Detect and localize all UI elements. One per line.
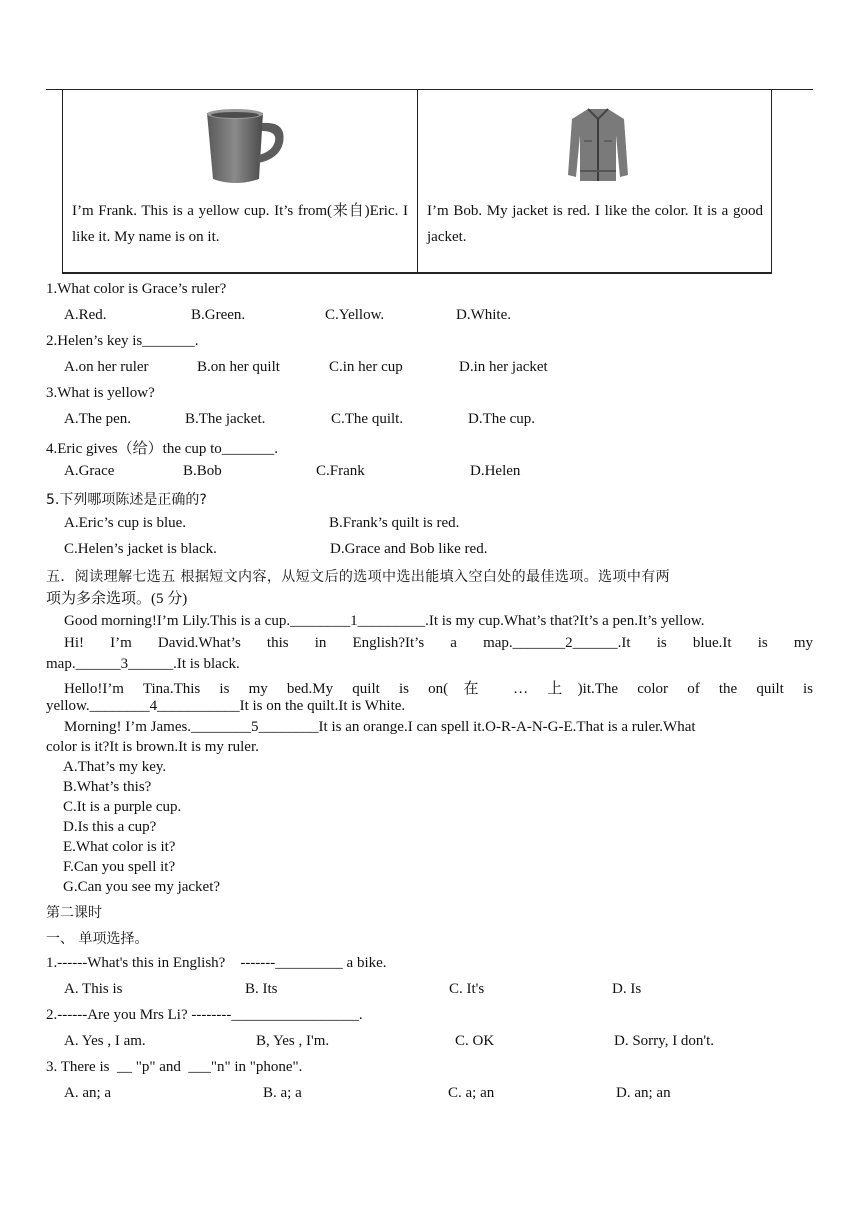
passage-david-line2: map.______3______.It is black. [46,656,240,672]
l2-question-3: 3. There is __ "p" and ___"n" in "phone". [46,1059,303,1075]
q3-option-d: D.The cup. [468,411,536,427]
l2-q1-option-d: D. Is [612,981,642,997]
l2-q3-option-c: C. a; an [448,1085,495,1101]
table-divider [417,89,418,272]
question-1: 1.What color is Grace’s ruler? [46,281,227,297]
lesson2-title: 第二课时 [46,905,102,921]
passage-david-line1: Hi! I’m David.What’s this in English?It’s a map._______2______.It is blue.It is my [64,635,813,651]
l2-question-2: 2.------Are you Mrs Li? --------_________________. [46,1007,363,1023]
bob-text: I’m Bob. My jacket is red. I like the color. It is a good jacket. [427,203,763,245]
q4-option-a: A.Grace [64,463,115,479]
passage-james-line1: Morning! I’m James.________5________It is an orange.I can spell it.O-R-A-N-G-E.That is a ruler.What [64,719,696,735]
q2-option-c: C.in her cup [329,359,403,375]
jacket-image [566,105,630,185]
l2-q2-option-c: C. OK [455,1033,495,1049]
q2-option-d: D.in her jacket [459,359,548,375]
l2-q2-option-a: A. Yes , I am. [64,1033,146,1049]
passage-james-line2: color is it?It is brown.It is my ruler. [46,739,259,755]
l2-q3-option-b: B. a; a [263,1085,302,1101]
q2-option-a: A.on her ruler [64,359,149,375]
q1-option-a: A.Red. [64,307,107,323]
q5-option-a: A.Eric’s cup is blue. [64,515,187,531]
question-3: 3.What is yellow? [46,385,155,401]
q4-option-d: D.Helen [470,463,521,479]
q5-option-d: D.Grace and Bob like red. [330,541,488,557]
question-4: 4.Eric gives（给）the cup to_______. [46,441,279,457]
q1-option-c: C.Yellow. [325,307,385,323]
choice-a: A.That’s my key. [63,759,167,775]
l2-q1-option-b: B. Its [245,981,278,997]
section5-heading-line1: 五．阅读理解七选五 根据短文内容，从短文后的选项中选出能填入空白处的最佳选项。选项中有两 [46,569,671,585]
q5-option-b: B.Frank’s quilt is red. [329,515,460,531]
passage-lily: Good morning!I’m Lily.This is a cup.________1_________.It is my cup.What’s that?It’s a pen.It’s yellow. [64,613,705,629]
l2-q2-option-b: B, Yes , I'm. [256,1033,330,1049]
choice-d: D.Is this a cup? [63,819,157,835]
choice-f: F.Can you spell it? [63,859,176,875]
q1-option-b: B.Green. [191,307,246,323]
question-5: 5.下列哪项陈述是正确的? [46,492,207,508]
l2-question-1: 1.------What's this in English? -------_________ a bike. [46,955,387,971]
q3-option-b: B.The jacket. [185,411,266,427]
frank-text: I’m Frank. This is a yellow cup. It’s from(来自)Eric. I like it. My name is on it. [72,203,408,245]
l2-q1-option-a: A. This is [64,981,123,997]
picture-table [62,89,772,274]
choice-c: C.It is a purple cup. [63,799,182,815]
cup-image [201,107,291,187]
l2-q3-option-a: A. an; a [64,1085,112,1101]
choice-b: B.What’s this? [63,779,152,795]
choice-e: E.What color is it? [63,839,176,855]
choice-g: G.Can you see my jacket? [63,879,221,895]
lesson2-heading: 一、 单项选择。 [46,931,149,947]
passage-tina-line1: Hello!I’m Tina.This is my bed.My quilt is on(在 … 上)it.The color of the quilt is [64,681,813,697]
q1-option-d: D.White. [456,307,511,323]
q5-option-c: C.Helen’s jacket is black. [64,541,217,557]
l2-q3-option-d: D. an; an [616,1085,671,1101]
q3-option-a: A.The pen. [64,411,132,427]
q4-option-b: B.Bob [183,463,222,479]
passage-tina-line2: yellow.________4___________It is on the quilt.It is White. [46,698,406,714]
q4-option-c: C.Frank [316,463,365,479]
q3-option-c: C.The quilt. [331,411,404,427]
q2-option-b: B.on her quilt [197,359,280,375]
l2-q1-option-c: C. It's [449,981,485,997]
question-2: 2.Helen’s key is_______. [46,333,199,349]
l2-q2-option-d: D. Sorry, I don't. [614,1033,715,1049]
section5-heading-line2: 项为多余选项。(5 分) [46,591,188,607]
